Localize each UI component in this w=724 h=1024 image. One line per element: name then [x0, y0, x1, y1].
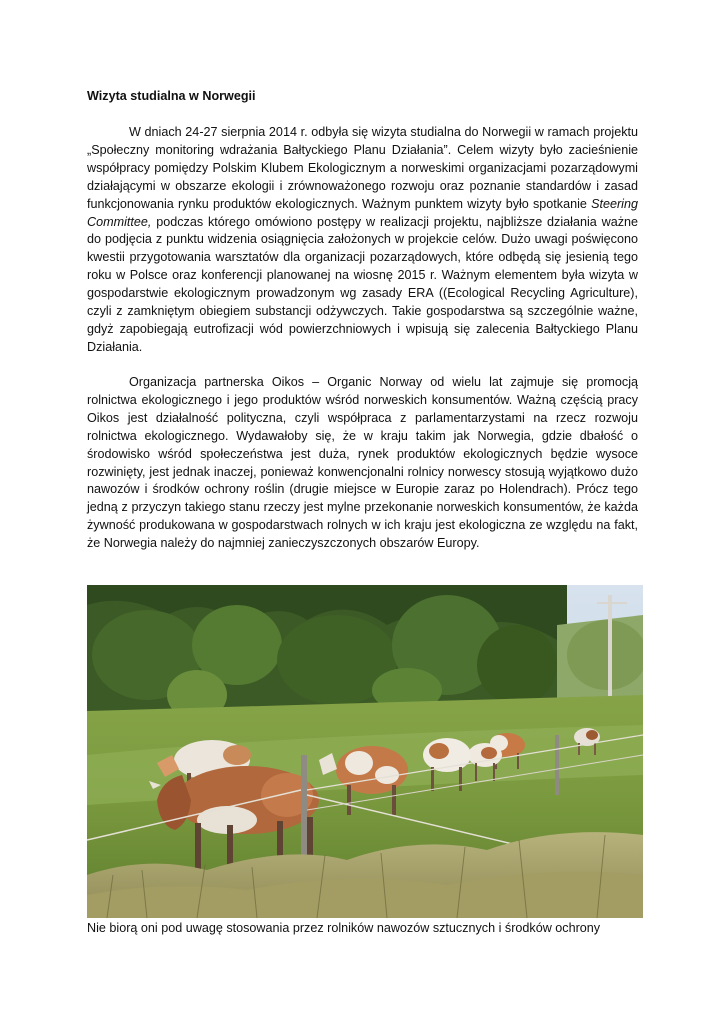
continuation-text: Nie biorą oni pod uwagę stosowania przez rolników nawozów sztucznych i środków ochrony: [87, 921, 601, 935]
paragraph-1-text-b: podczas którego omówiono postępy w realizacji projektu, najbliższe działania ważne do podjęcia z punktu widzenia osiągnięcia założonych w projekcie celów. Dużo uwagi poświęcono kwestii przygotowania warsztatów dla organizacji pozarządowych, które odbędą się jesienią tego roku w Polsce oraz konferencji planowanej na wiosnę 2015 r. Ważnym elementem była wizyta w gospodarstwie ekologicznym prowadzonym wg zasady ERA ((Ecological Recycling Agriculture), czyli z zamkniętym obiegiem substancji odżywczych. Takie gospodarstwa są szczególnie ważne, gdyż zapobiegają eutrofizacji wód powierzchniowych i wpisują się zalecenia Bałtyckiego Planu Działania.: [87, 214, 638, 354]
paragraph-1: [87, 124, 638, 357]
paragraph-1-text-a: W dniach 24-27 sierpnia 2014 r. odbyła się wizyta studialna do Norwegii w ramach projektu „Społeczny monitoring wdrażania Bałtyckiego Planu Działania”. Celem wizyty było zacieśnienie współpracy pomiędzy Polskim Klubem Ekologicznym a norweskimi organizacjami pozarządowymi działającymi w obszarze ekologii i zrównoważonego rozwoju oraz poznanie standardów i zasad funkcjonowania rynku produktów ekologicznych. Ważnym punktem wizyty było spotkanie: [87, 125, 638, 211]
document-title: Wizyta studialna w Norwegii: [87, 89, 256, 103]
paragraph-2: Organizacja partnerska Oikos – Organic Norway od wielu lat zajmuje się promocją rolnictwa ekologicznego i jego produktów wśród norweskich konsumentów. Ważną częścią pracy Oikos jest działalność polityczna, czyli współpraca z parlamentarzystami na rzecz rozwoju rolnictwa ekologicznego. Wydawałoby się, że w kraju takim jak Norwegia, gdzie dbałość o środowisko wśród społeczeństwa jest duża, rynek produktów ekologicznych będzie wysoce rozwinięty, jest jednak inaczej, ponieważ konwencjonalni rolnicy norwescy stosują wyjątkowo dużo nawozów i środków ochrony roślin (drugie miejsce w Europie zaraz po Holendrach). Prócz tego jedną z przyczyn takiego stanu rzeczy jest mylne przekonanie norweskich konsumentów, że każda żywność produkowana w gospodarstwach rolnych w ich kraju jest ekologiczna ze względu na fakt, że Norwegia należy do najmniej zanieczyszczonych obszarów Europy.: [87, 375, 638, 551]
paragraph-1-emphasis: Steering Committee,: [87, 196, 638, 229]
cows-pasture-photo: [87, 585, 643, 918]
